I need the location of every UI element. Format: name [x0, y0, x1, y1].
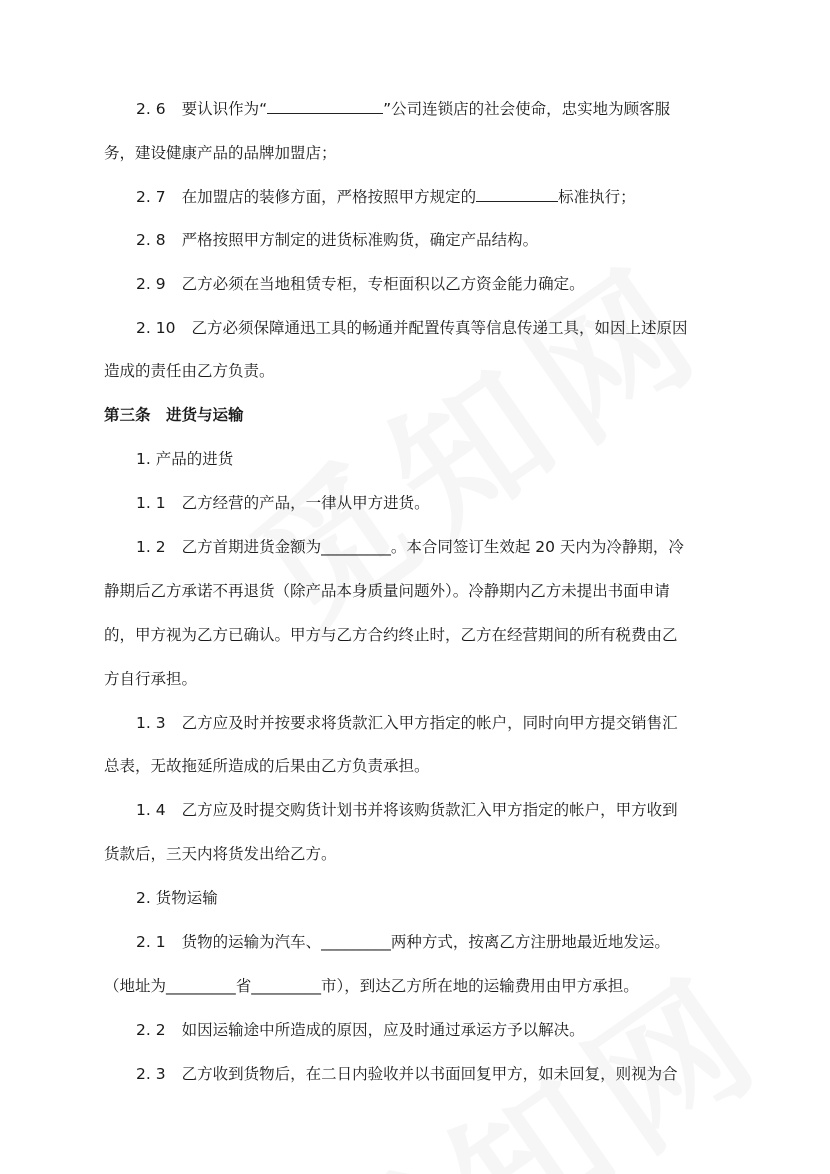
subsection-title: 2. 货物运输 [136, 889, 218, 907]
paragraph-2-9 [136, 273, 776, 295]
paragraph-1-4-cont: 货款后，三天内将货发出给乙方。 [104, 845, 337, 863]
clause-number: 2. 9 [136, 275, 166, 293]
text: 严格按照甲方制定的进货标准购货，确定产品结构。 [181, 231, 539, 249]
paragraph-1-1 [136, 492, 776, 514]
paragraph-1-3 [136, 712, 776, 734]
text: 乙方必须保障通迅工具的畅通并配置传真等信息传递工具，如因上述原因 [191, 319, 688, 337]
text: 如因运输途中所造成的原因，应及时通过承运方予以解决。 [181, 1021, 585, 1039]
text: 乙方必须在当地租赁专柜，专柜面积以乙方资金能力确定。 [181, 275, 585, 293]
subsection-title: 1. 产品的进货 [136, 450, 234, 468]
paragraph-2-6-cont: 务，建设健康产品的品牌加盟店； [104, 144, 337, 162]
paragraph-1-2 [136, 536, 776, 558]
clause-number: 1. 1 [136, 494, 166, 512]
paragraph-2-10 [136, 317, 776, 339]
clause-number: 2. 10 [136, 319, 176, 337]
paragraph-2-1-cont: （地址为_________省_________市），到达乙方所在地的运输费用由甲方承担。 [104, 977, 639, 995]
text: 乙方经营的产品，一律从甲方进货。 [181, 494, 430, 512]
clause-number: 2. 1 [136, 933, 166, 951]
clause-number: 1. 4 [136, 801, 166, 819]
paragraph-2-2 [136, 1019, 776, 1041]
paragraph-1-2-cont: 静期后乙方承诺不再退货（除产品本身质量问题外）。冷静期内乙方未提出书面申请 [104, 582, 670, 600]
paragraph-1-2-cont: 的，甲方视为乙方已确认。甲方与乙方合约终止时，乙方在经营期间的所有税费由乙 [104, 626, 678, 644]
paragraph-2-6 [136, 97, 776, 120]
clause-number: 1. 3 [136, 714, 166, 732]
clause-number: 2. 8 [136, 231, 166, 249]
clause-number: 1. 2 [136, 538, 166, 556]
text: ”公司连锁店的社会使命，忠实地为顾客服 [383, 100, 671, 118]
text: 在加盟店的装修方面，严格按照甲方规定的 [181, 188, 477, 206]
clause-number: 2. 6 [136, 100, 166, 118]
paragraph-2-3 [136, 1063, 776, 1085]
text: 乙方收到货物后，在二日内验收并以书面回复甲方，如未回复，则视为合 [181, 1065, 678, 1083]
paragraph-1-4 [136, 799, 776, 821]
fill-blank [267, 97, 383, 114]
text: 要认识作为“ [181, 100, 268, 118]
paragraph-2-10-cont: 造成的责任由乙方负责。 [104, 362, 275, 380]
clause-number: 2. 3 [136, 1065, 166, 1083]
text: 乙方应及时并按要求将货款汇入甲方指定的帐户，同时向甲方提交销售汇 [181, 714, 678, 732]
text: 乙方应及时提交购货计划书并将该购货款汇入甲方指定的帐户，甲方收到 [181, 801, 678, 819]
clause-number: 2. 2 [136, 1021, 166, 1039]
text: 乙方首期进货金额为_________。本合同签订生效起 20 天内为冷静期，冷 [181, 538, 684, 556]
paragraph-1-2-cont: 方自行承担。 [104, 670, 198, 688]
fill-blank [476, 185, 558, 202]
clause-number: 2. 7 [136, 188, 166, 206]
text: 标准执行； [558, 188, 636, 206]
paragraph-2-1 [136, 931, 776, 953]
watermark [264, 915, 801, 1174]
section-heading: 第三条 进货与运输 [104, 406, 244, 424]
paragraph-1-3-cont: 总表，无故拖延所造成的后果由乙方负责承担。 [104, 757, 430, 775]
paragraph-2-8 [136, 229, 776, 251]
text: 货物的运输为汽车、_________两种方式，按离乙方注册地最近地发运。 [181, 933, 670, 951]
paragraph-2-7 [136, 185, 776, 208]
